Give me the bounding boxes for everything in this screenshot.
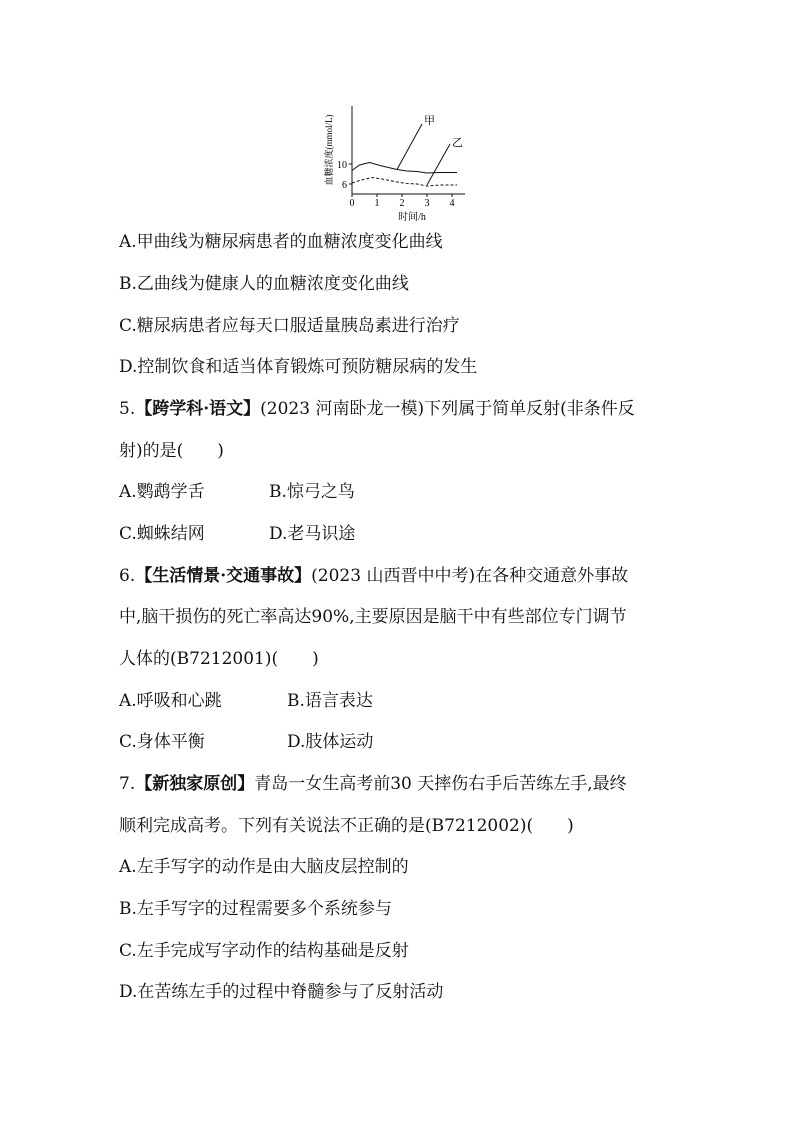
q6-stem <box>119 565 628 587</box>
q6-stem-line3: 人体的(B7212001)( ) <box>119 649 319 669</box>
q5-option-c: C.蜘蛛结网 <box>119 524 205 544</box>
q7-option-a: A.左手写字的动作是由大脑皮层控制的 <box>119 857 409 877</box>
q4-option-a: A.甲曲线为糖尿病患者的血糖浓度变化曲线 <box>119 232 443 252</box>
series-line-jia <box>352 163 457 174</box>
series-label-jia: 甲 <box>424 115 435 127</box>
q5-stem-line1: (2023 河南卧龙一模)下列属于简单反射(非条件反 <box>260 399 635 419</box>
x-tick-label: 1 <box>374 198 380 209</box>
q6-tag: 【生活情景·交通事故】 <box>135 566 312 586</box>
q7-number: 7. <box>119 774 136 794</box>
q5-option-a: A.鹦鹉学舌 <box>119 482 205 502</box>
chart-svg <box>320 96 480 224</box>
q7-tag: 【新独家原创】 <box>135 774 255 794</box>
x-axis-label: 时间/h <box>398 212 426 223</box>
series-line-yi <box>352 178 457 187</box>
blood-glucose-chart <box>320 96 480 224</box>
q6-option-a: A.呼吸和心跳 <box>119 691 222 711</box>
yi-leader-line <box>427 144 450 185</box>
q7-stem-line1: 青岛一女生高考前30 天摔伤右手后苦练左手,最终 <box>254 774 627 794</box>
q7-stem-line2: 顺利完成高考。下列有关说法不正确的是(B7212002)( ) <box>119 816 574 836</box>
q4-option-d: D.控制饮食和适当体育锻炼可预防糖尿病的发生 <box>119 357 478 377</box>
y-tick-label: 6 <box>342 180 347 191</box>
q7-option-d: D.在苦练左手的过程中脊髓参与了反射活动 <box>119 982 444 1002</box>
q6-stem-line2: 中,脑干损伤的死亡率高达90%,主要原因是脑干中有些部位专门调节 <box>119 607 627 627</box>
x-tick-label: 3 <box>424 198 430 209</box>
q6-option-c: C.身体平衡 <box>119 732 205 752</box>
jia-leader-line <box>397 124 422 170</box>
y-axis-label: 血糖浓度(mmol/L) <box>324 114 334 186</box>
q5-option-d: D.老马识途 <box>269 524 356 544</box>
q4-option-b: B.乙曲线为健康人的血糖浓度变化曲线 <box>119 274 409 294</box>
q7-option-c: C.左手完成写字动作的结构基础是反射 <box>119 941 409 961</box>
q5-option-b: B.惊弓之鸟 <box>269 482 355 502</box>
q7-stem <box>119 773 627 795</box>
q6-number: 6. <box>119 566 136 586</box>
series-label-yi: 乙 <box>452 137 463 149</box>
y-tick-label: 10 <box>337 160 347 171</box>
x-tick-label: 4 <box>449 198 455 209</box>
q5-stem <box>119 398 635 420</box>
q6-stem-line1: (2023 山西晋中中考)在各种交通意外事故 <box>311 566 629 586</box>
x-tick-label: 2 <box>399 198 405 209</box>
q7-option-b: B.左手写字的过程需要多个系统参与 <box>119 899 392 919</box>
q4-option-c: C.糖尿病患者应每天口服适量胰岛素进行治疗 <box>119 316 460 336</box>
q5-stem-line2: 射)的是( ) <box>119 441 224 461</box>
x-tick-label: 0 <box>349 198 355 209</box>
q5-number: 5. <box>119 399 136 419</box>
q5-tag: 【跨学科·语文】 <box>135 399 261 419</box>
q6-option-d: D.肢体运动 <box>287 732 374 752</box>
q6-option-b: B.语言表达 <box>287 691 373 711</box>
